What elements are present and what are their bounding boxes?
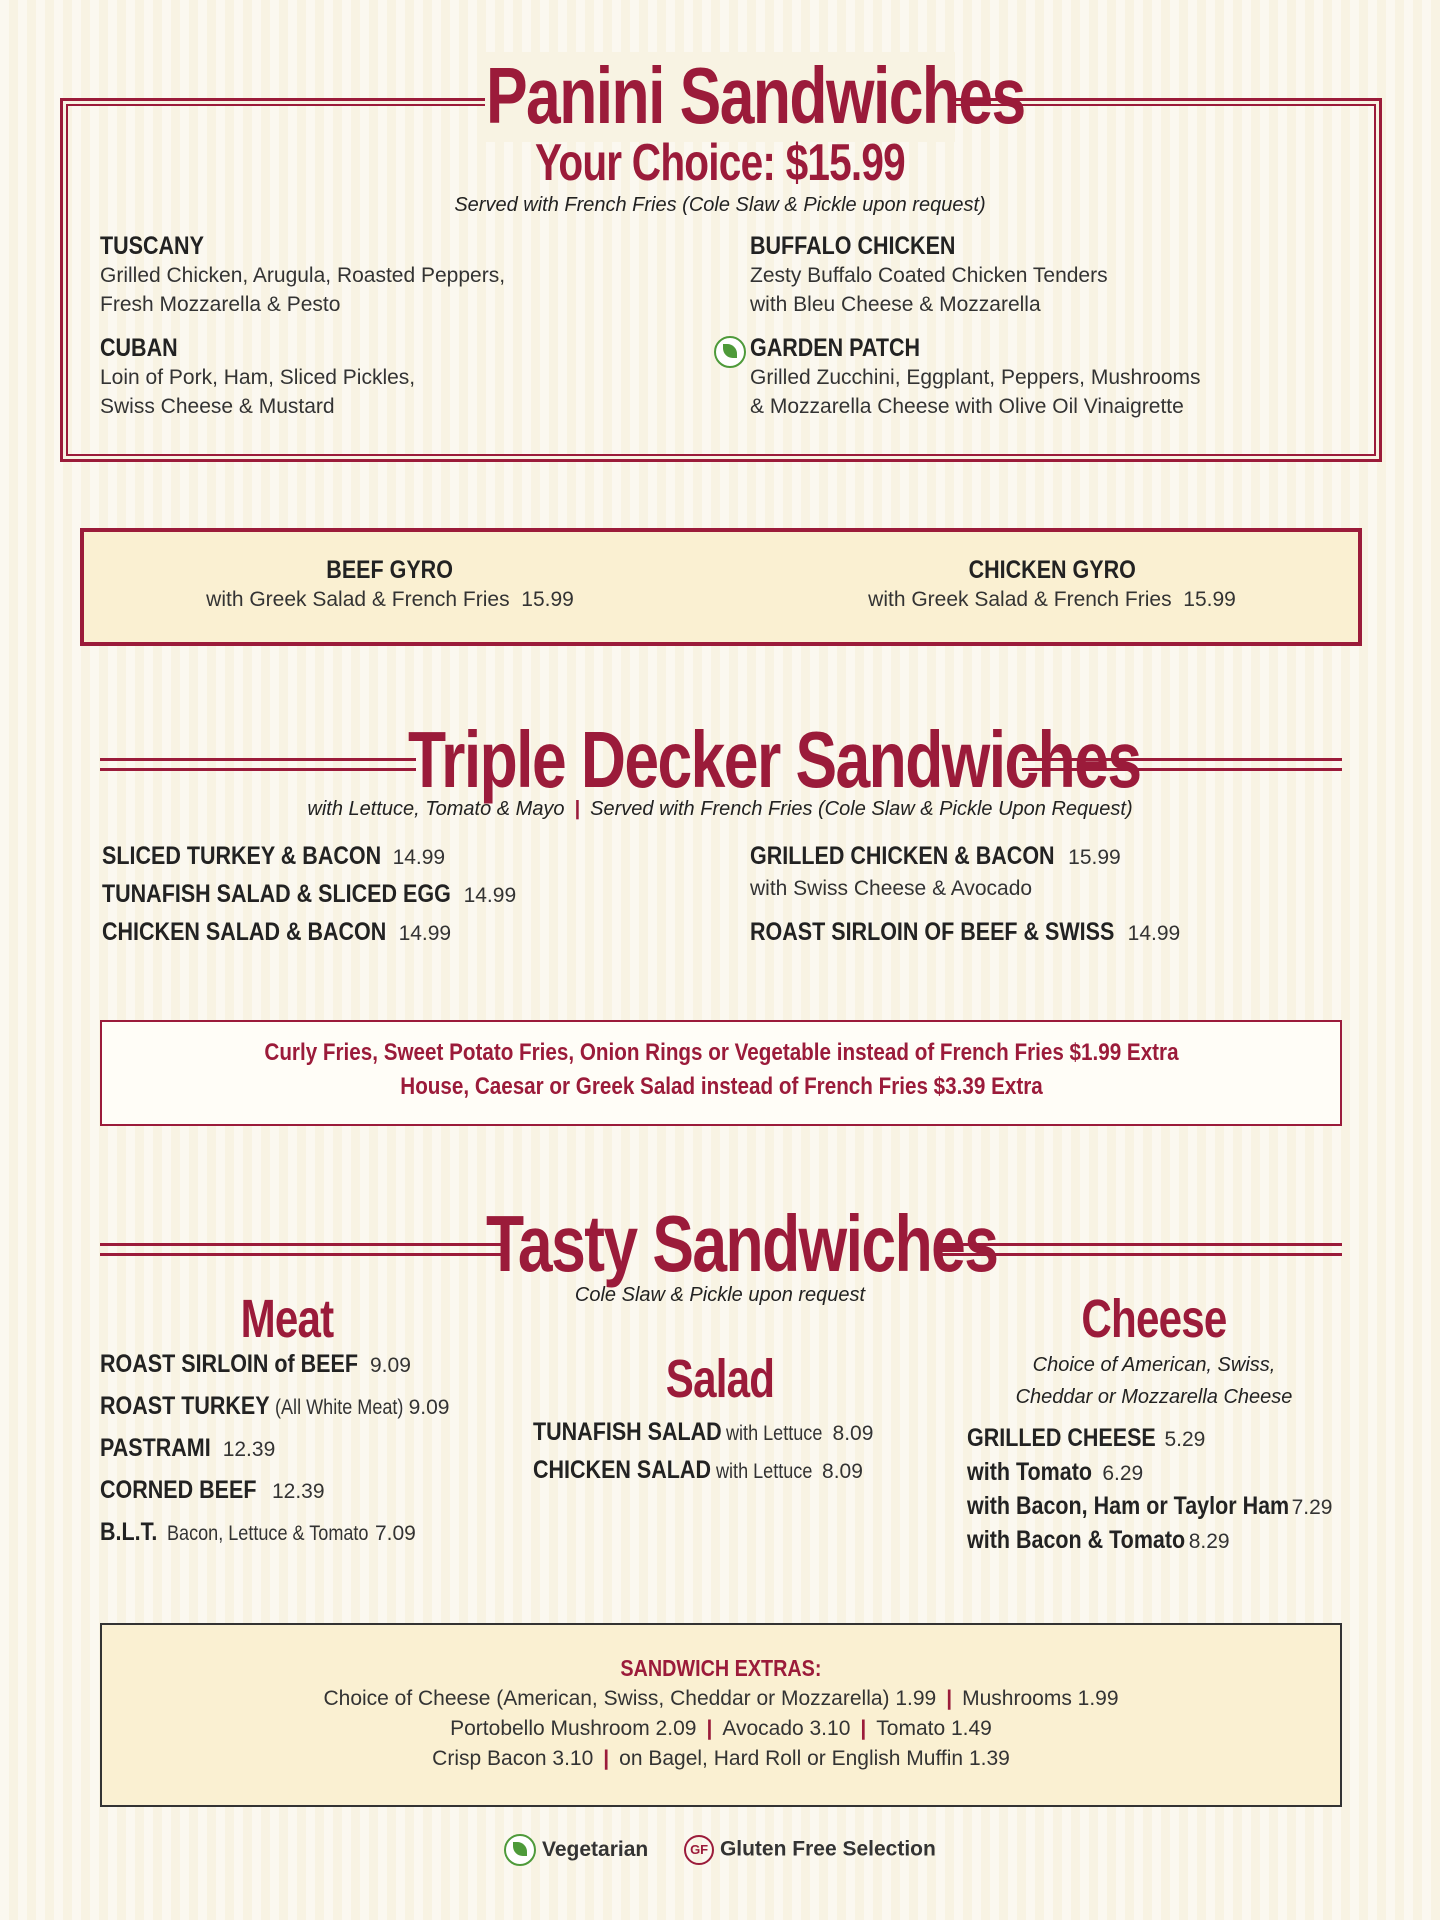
- divider: |: [946, 1687, 953, 1710]
- panini-item-buffalo-chicken: [750, 232, 1108, 319]
- item-name: CHICKEN SALAD & BACON: [102, 918, 387, 946]
- extras-bacon: Crisp Bacon 3.10: [432, 1747, 594, 1770]
- tasty-title: Tasty Sandwiches: [486, 1199, 998, 1288]
- cheese-item: [967, 1424, 1205, 1453]
- meat-item: [100, 1476, 325, 1505]
- extras-avocado: Avocado 3.10: [722, 1717, 851, 1740]
- legend: [320, 1834, 1120, 1866]
- cheese-item: [967, 1492, 1332, 1521]
- item-desc-1: Loin of Pork, Ham, Sliced Pickles,: [100, 366, 416, 389]
- item-desc-1: Grilled Zucchini, Eggplant, Peppers, Mushrooms: [750, 366, 1201, 389]
- gyro-item-beef: [140, 556, 640, 614]
- triple-item: [750, 918, 1180, 947]
- triple-note: [170, 798, 1270, 821]
- panini-item-cuban: [100, 334, 415, 421]
- panini-item-garden-patch: [750, 334, 1201, 421]
- item-price: 15.99: [1183, 588, 1236, 611]
- triple-item: [102, 880, 516, 909]
- substitution-line-2: House, Caesar or Greek Salad instead of French Fries $3.39 Extra: [399, 1073, 1043, 1100]
- meat-item: [100, 1518, 416, 1548]
- panini-subtitle-wrap: [420, 132, 1020, 194]
- item-desc-1: Zesty Buffalo Coated Chicken Tenders: [750, 264, 1108, 287]
- vegetarian-leaf-icon: [504, 1834, 536, 1866]
- item-name: TUNAFISH SALAD & SLICED EGG: [102, 880, 451, 908]
- extras-portobello: Portobello Mushroom 2.09: [450, 1717, 697, 1740]
- item-name: BUFFALO CHICKEN: [750, 232, 956, 260]
- item-extra: Bacon, Lettuce & Tomato: [166, 1522, 369, 1545]
- item-name: GRILLED CHEESE: [967, 1424, 1156, 1452]
- meat-item: [100, 1392, 449, 1422]
- item-extra: (All White Meat): [275, 1396, 404, 1419]
- panini-note: Served with French Fries (Cole Slaw & Pickle upon request): [454, 194, 986, 216]
- triple-title-wrap: [320, 712, 1141, 808]
- item-name: B.L.T.: [100, 1518, 158, 1546]
- item-price: 15.99: [1068, 846, 1121, 869]
- item-price: 8.29: [1188, 1530, 1230, 1553]
- item-extra: with Lettuce: [726, 1422, 823, 1445]
- salad-heading: Salad: [665, 1349, 775, 1409]
- salad-item: [533, 1418, 873, 1448]
- cheese-item: [967, 1526, 1230, 1555]
- extras-content: [100, 1652, 1342, 1774]
- item-name: CORNED BEEF: [100, 1476, 257, 1504]
- legend-vegetarian: Vegetarian: [542, 1837, 649, 1861]
- panini-item-tuscany: [100, 232, 505, 319]
- tasty-note: Cole Slaw & Pickle upon request: [574, 1284, 866, 1306]
- meat-heading: Meat: [240, 1289, 334, 1349]
- item-price: 12.39: [222, 1438, 276, 1461]
- item-price: 9.09: [408, 1396, 450, 1419]
- item-price: 14.99: [392, 846, 446, 869]
- item-name: TUNAFISH SALAD: [533, 1418, 722, 1446]
- item-price: 14.99: [463, 884, 517, 907]
- item-desc-2: Swiss Cheese & Mustard: [100, 395, 335, 418]
- tasty-title-wrap: [420, 1196, 1020, 1292]
- meat-item: [100, 1350, 411, 1379]
- triple-note-right: Served with French Fries (Cole Slaw & Pickle Upon Request): [590, 798, 1133, 820]
- panini-title-wrap: [420, 48, 1025, 144]
- item-price: 7.29: [1291, 1496, 1333, 1519]
- item-desc-1: Grilled Chicken, Arugula, Roasted Peppers,: [100, 264, 506, 287]
- meat-heading-wrap: [137, 1284, 437, 1354]
- item-name: with Bacon, Ham or Taylor Ham: [967, 1492, 1290, 1520]
- triple-item: [750, 842, 1121, 871]
- cheese-heading-wrap: [1004, 1284, 1304, 1354]
- item-name: SLICED TURKEY & BACON: [102, 842, 382, 870]
- substitution-line-1: Curly Fries, Sweet Potato Fries, Onion Rings or Vegetable instead of French Fries $1.99 Extra: [263, 1039, 1179, 1066]
- item-price: 8.09: [822, 1460, 863, 1483]
- extras-mushrooms: Mushrooms 1.99: [962, 1687, 1119, 1710]
- item-name: with Tomato: [967, 1458, 1093, 1486]
- item-price: 7.09: [374, 1522, 416, 1545]
- gyro-item-chicken: [802, 556, 1302, 614]
- item-price: 12.39: [271, 1480, 325, 1503]
- item-name: with Bacon & Tomato: [967, 1526, 1186, 1554]
- panini-subtitle: Your Choice: $15.99: [535, 134, 905, 192]
- item-name: GRILLED CHICKEN & BACON: [750, 842, 1055, 870]
- divider: |: [574, 798, 581, 820]
- item-desc-2: & Mozzarella Cheese with Olive Oil Vinaigrette: [750, 395, 1184, 418]
- triple-item: [102, 842, 445, 871]
- divider: |: [860, 1717, 867, 1740]
- item-price: 14.99: [398, 922, 452, 945]
- salad-heading-wrap: [570, 1344, 870, 1414]
- item-name: CHICKEN GYRO: [968, 556, 1136, 584]
- substitutions-text: [100, 1036, 1342, 1104]
- item-name: ROAST SIRLOIN OF BEEF & SWISS: [750, 918, 1115, 946]
- divider: |: [706, 1717, 713, 1740]
- item-name: GARDEN PATCH: [750, 334, 921, 362]
- gluten-free-icon: GF: [684, 1835, 714, 1865]
- item-desc: with Greek Salad & French Fries: [206, 588, 510, 611]
- item-name: CHICKEN SALAD: [533, 1456, 711, 1484]
- item-price: 8.09: [832, 1422, 874, 1445]
- triple-item-desc: with Swiss Cheese & Avocado: [750, 877, 1033, 900]
- panini-title: Panini Sandwiches: [486, 51, 1025, 140]
- extras-title: SANDWICH EXTRAS:: [620, 1655, 822, 1681]
- meat-item: [100, 1434, 275, 1463]
- item-price: 15.99: [521, 588, 574, 611]
- triple-title: Triple Decker Sandwiches: [408, 715, 1141, 804]
- cheese-heading: Cheese: [1081, 1289, 1227, 1349]
- extras-tomato: Tomato 1.49: [876, 1717, 992, 1740]
- item-name: CUBAN: [100, 334, 178, 362]
- item-name: ROAST SIRLOIN of BEEF: [100, 1350, 358, 1378]
- extras-bread: on Bagel, Hard Roll or English Muffin 1.39: [619, 1747, 1010, 1770]
- item-name: BEEF GYRO: [326, 556, 454, 584]
- item-price: 6.29: [1102, 1462, 1144, 1485]
- item-name: PASTRAMI: [100, 1434, 211, 1462]
- cheese-note-1: Choice of American, Swiss,: [1032, 1354, 1276, 1376]
- item-desc-2: Fresh Mozzarella & Pesto: [100, 293, 341, 316]
- item-desc: with Greek Salad & French Fries: [868, 588, 1172, 611]
- item-price: 5.29: [1164, 1428, 1206, 1451]
- cheese-item: [967, 1458, 1143, 1487]
- vegetarian-leaf-icon: [714, 336, 746, 368]
- extras-cheese: Choice of Cheese (American, Swiss, Cheddar or Mozzarella) 1.99: [323, 1687, 937, 1710]
- salad-item: [533, 1456, 863, 1486]
- cheese-note-2: Cheddar or Mozzarella Cheese: [1015, 1386, 1293, 1408]
- item-price: 9.09: [370, 1354, 411, 1377]
- item-desc-2: with Bleu Cheese & Mozzarella: [750, 293, 1041, 316]
- divider: |: [603, 1747, 610, 1770]
- item-name: TUSCANY: [100, 232, 204, 260]
- triple-item: [102, 918, 451, 947]
- item-name: ROAST TURKEY: [100, 1392, 270, 1420]
- legend-gluten-free: Gluten Free Selection: [719, 1837, 936, 1861]
- item-price: 14.99: [1127, 922, 1181, 945]
- triple-note-left: with Lettuce, Tomato & Mayo: [307, 798, 565, 820]
- item-extra: with Lettuce: [715, 1460, 813, 1483]
